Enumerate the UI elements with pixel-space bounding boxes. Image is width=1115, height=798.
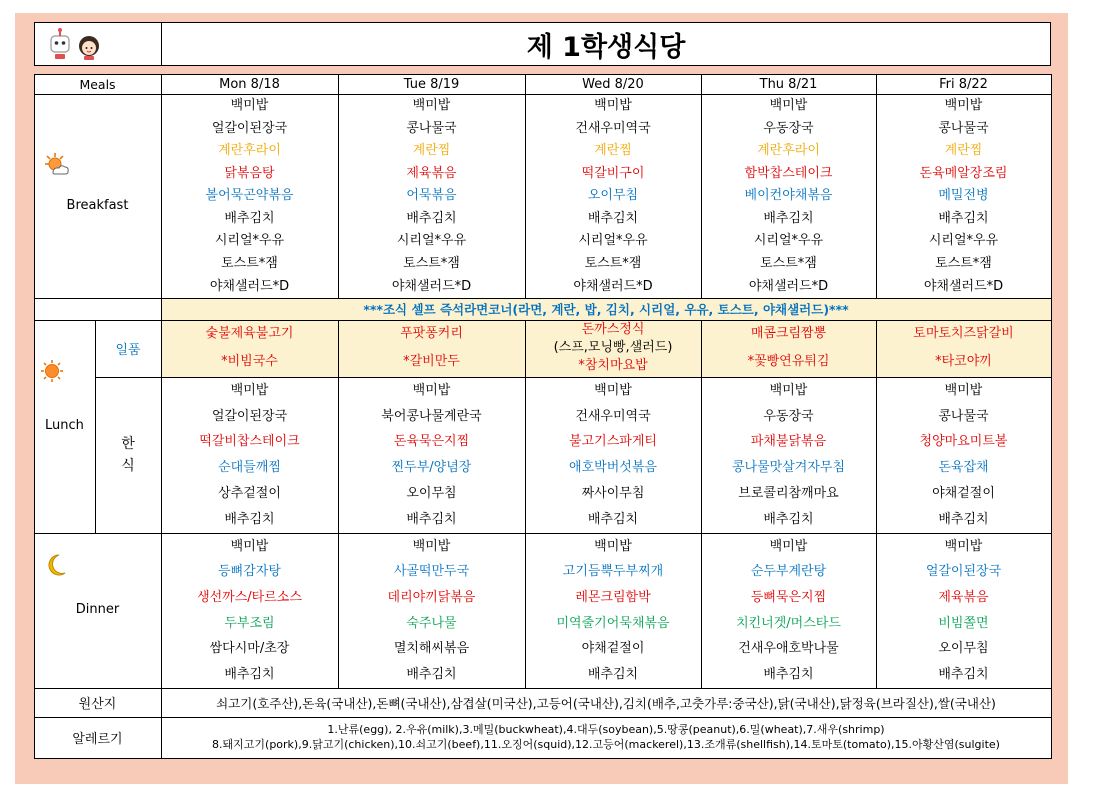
menu-item: 떡갈비구이 xyxy=(581,165,645,181)
menu-item: 토스트*잼 xyxy=(760,255,817,271)
menu-item: 콩나물국 xyxy=(406,120,457,136)
dinner-menu-column xyxy=(161,534,338,688)
menu-item: 계란찜 xyxy=(412,143,451,159)
menu-item: 얼갈이된장국 xyxy=(211,120,288,136)
menu-item: 배추김치 xyxy=(763,666,814,682)
grid-line xyxy=(525,320,526,689)
menu-item: 데리야끼닭볶음 xyxy=(387,589,476,605)
grid-line xyxy=(161,298,1052,299)
menu-item: 찐두부/양념장 xyxy=(391,460,472,476)
moon-icon xyxy=(45,553,67,581)
menu-item: 쌈다시마/초장 xyxy=(209,641,290,657)
grid-line xyxy=(338,320,339,689)
menu-item: 두부조림 xyxy=(224,615,275,631)
menu-item: 돈육묵은지찜 xyxy=(393,434,470,450)
menu-item: 백미밥 xyxy=(412,98,451,114)
grid-line xyxy=(34,74,1052,75)
menu-item: 배추김치 xyxy=(224,666,275,682)
ilpum-menu-column xyxy=(701,321,876,376)
origin-text xyxy=(161,688,1051,717)
ilpum-label-text: 일품 xyxy=(115,343,141,358)
menu-item: 야채샐러드*D xyxy=(391,278,472,294)
menu-item: 건새우애호박나물 xyxy=(738,641,839,657)
menu-item: 백미밥 xyxy=(944,98,983,114)
origin-label-text: 원산지 xyxy=(78,697,117,712)
menu-item: 건새우미역국 xyxy=(575,120,651,136)
menu-item: 오이무침 xyxy=(938,641,989,657)
page-title-text: 제 1학생식당 xyxy=(526,31,686,63)
menu-item: 배추김치 xyxy=(587,666,639,682)
ilpum-menu-column xyxy=(161,321,338,376)
allergy-label xyxy=(34,717,161,758)
menu-item: 닭볶음탕 xyxy=(224,165,275,181)
menu-item: 야채샐러드*D xyxy=(748,278,829,294)
menu-item: 우동장국 xyxy=(763,408,814,424)
day-header xyxy=(525,74,701,94)
menu-item: 백미밥 xyxy=(594,538,632,554)
hansik-label-text: 한 식 xyxy=(121,435,135,474)
menu-item: 배추김치 xyxy=(406,210,457,226)
menu-item: 백미밥 xyxy=(594,98,632,114)
breakfast-menu-column xyxy=(338,95,525,298)
menu-item: 제육볶음 xyxy=(406,165,457,181)
grid-line xyxy=(34,94,1052,95)
menu-item: 토스트*잼 xyxy=(403,255,460,271)
menu-item: 제육볶음 xyxy=(938,589,989,605)
origin-label xyxy=(34,688,161,717)
menu-item: 브로콜리참깨마요 xyxy=(738,486,839,502)
menu-item: 백미밥 xyxy=(412,538,451,554)
grid-line xyxy=(34,74,35,759)
menu-item: 배추김치 xyxy=(406,666,457,682)
day-header xyxy=(876,74,1051,94)
menu-item: 순두부계란탕 xyxy=(750,564,827,580)
menu-item: 애호박버섯볶음 xyxy=(569,460,657,476)
menu-item: 토스트*잼 xyxy=(935,255,992,271)
menu-item: 등뼈묵은지찜 xyxy=(750,589,827,605)
menu-item: 백미밥 xyxy=(594,382,632,398)
menu-item: 고기듬뿍두부찌개 xyxy=(562,564,664,580)
dinner-menu-column xyxy=(525,534,701,688)
menu-item: 배추김치 xyxy=(763,511,814,527)
menu-item: 사골떡만두국 xyxy=(393,564,470,580)
menu-item: 배추김치 xyxy=(224,511,275,527)
menu-item: 얼갈이된장국 xyxy=(211,408,288,424)
breakfast-menu-column xyxy=(701,95,876,298)
menu-item: 토스트*잼 xyxy=(584,255,642,271)
menu-item: 시리얼*우유 xyxy=(214,233,285,249)
dinner-menu-column xyxy=(338,534,525,688)
menu-item: 야채샐러드*D xyxy=(573,278,653,294)
robot-and-girl-logo xyxy=(47,27,111,61)
logo-cell xyxy=(34,22,162,66)
menu-item: *비빔국수 xyxy=(221,353,278,369)
menu-item: 치킨너겟/머스타드 xyxy=(736,615,841,631)
menu-item: 생선까스/타르소스 xyxy=(197,589,302,605)
menu-item: 미역줄기어묵채볶음 xyxy=(556,615,670,631)
menu-item: 시리얼*우유 xyxy=(578,233,648,249)
hansik-menu-column xyxy=(161,378,338,533)
day-header-text: Tue 8/19 xyxy=(403,76,460,92)
menu-item: 돈육메알장조림 xyxy=(919,165,1008,181)
menu-item: 백미밥 xyxy=(944,382,983,398)
breakfast-menu-column xyxy=(876,95,1051,298)
ilpum-menu-column xyxy=(338,321,525,376)
day-header xyxy=(701,74,876,94)
menu-item: 백미밥 xyxy=(769,382,808,398)
hansik-menu-column xyxy=(876,378,1051,533)
menu-item: 야채샐러드*D xyxy=(923,278,1004,294)
dinner-label xyxy=(34,594,161,624)
meals-header-text: Meals xyxy=(79,76,116,92)
hansik-menu-column xyxy=(525,378,701,533)
menu-item: *타코야끼 xyxy=(935,353,992,369)
dinner-menu-column xyxy=(876,534,1051,688)
menu-item: 멸치해씨볶음 xyxy=(393,641,470,657)
menu-item: 백미밥 xyxy=(230,382,269,398)
dinner-menu-column xyxy=(701,534,876,688)
menu-item: 백미밥 xyxy=(769,98,808,114)
menu-item: 건새우미역국 xyxy=(575,408,651,424)
menu-item: 배추김치 xyxy=(938,210,989,226)
breakfast-menu-column xyxy=(525,95,701,298)
breakfast-note-text: ***조식 셀프 즉석라면코너(라면, 계란, 밥, 김치, 시리얼, 우유, 토스트, 야채샐러드)*** xyxy=(363,302,849,317)
breakfast-note xyxy=(161,298,1051,320)
grid-line xyxy=(876,320,877,689)
breakfast-label-text: Breakfast xyxy=(66,197,129,213)
menu-item: (스프,모닝빵,샐러드) xyxy=(553,340,673,356)
menu-item: 배추김치 xyxy=(587,210,639,226)
dinner-label-text: Dinner xyxy=(75,601,120,617)
menu-item: 베이컨야채볶음 xyxy=(744,188,833,204)
lunch-label-text: Lunch xyxy=(45,417,84,433)
menu-item: 계란후라이 xyxy=(757,143,820,159)
grid-line xyxy=(701,320,702,689)
menu-item: 야채겉절이 xyxy=(581,641,645,657)
allergy-label-text: 알레르기 xyxy=(72,732,123,747)
menu-item: 백미밥 xyxy=(769,538,808,554)
menu-item: 배추김치 xyxy=(938,511,989,527)
menu-item: 배추김치 xyxy=(406,511,457,527)
breakfast-menu-column xyxy=(161,95,338,298)
menu-item: *참치마요밥 xyxy=(578,358,648,374)
menu-item: 배추김치 xyxy=(224,210,275,226)
menu-item: 백미밥 xyxy=(230,98,269,114)
menu-item: 함박찹스테이크 xyxy=(744,165,833,181)
menu-item: 계란찜 xyxy=(944,143,983,159)
grid-line xyxy=(34,688,1052,689)
menu-item: 불고기스파게티 xyxy=(569,434,657,450)
grid-line xyxy=(876,74,877,299)
hansik-label xyxy=(95,377,161,533)
menu-item: 얼갈이된장국 xyxy=(925,564,1002,580)
origin-text-text: 쇠고기(호주산),돈육(국내산),돈뼈(국내산),삼겹살(미국산),고등어(국내산),김치(배추,고춧가루:중국산),닭(국내산),닭정육(브라질산),쌀(국내산) xyxy=(216,695,996,711)
menu-item: 오이무침 xyxy=(587,188,639,204)
lunch-label xyxy=(34,410,95,440)
menu-item: 비빔쫄면 xyxy=(938,615,989,631)
grid-line xyxy=(701,74,702,299)
grid-line xyxy=(338,74,339,299)
menu-item: 백미밥 xyxy=(230,538,269,554)
hansik-menu-column xyxy=(338,378,525,533)
sun-cloud-icon xyxy=(44,152,70,182)
grid-line xyxy=(1051,74,1052,759)
grid-line xyxy=(525,74,526,299)
sun-icon xyxy=(40,359,64,387)
grid-line xyxy=(34,717,1052,718)
menu-item: 시리얼*우유 xyxy=(396,233,467,249)
menu-item: 배추김치 xyxy=(763,210,814,226)
menu-item: 어묵볶음 xyxy=(406,188,457,204)
menu-item: 우동장국 xyxy=(763,120,814,136)
grid-line xyxy=(34,533,1052,534)
menu-item: 등뼈감자탕 xyxy=(218,564,281,580)
menu-item: 시리얼*우유 xyxy=(928,233,999,249)
day-header-text: Wed 8/20 xyxy=(582,76,644,92)
menu-item: 푸팟퐁커리 xyxy=(400,326,463,342)
menu-item: 메밀전병 xyxy=(938,188,989,204)
day-header xyxy=(338,74,525,94)
menu-item: 시리얼*우유 xyxy=(753,233,824,249)
menu-item: 파채불닭볶음 xyxy=(750,434,827,450)
menu-item: 매콤크림짬뽕 xyxy=(750,326,827,342)
page-title xyxy=(161,22,1051,66)
ilpum-menu-column xyxy=(525,321,701,376)
allergy-line: 1.난류(egg), 2.우유(milk),3.메밀(buckwheat),4.대두(soybean),5.땅콩(peanut),6.밀(wheat),7.새우(shrimp) xyxy=(327,722,885,736)
menu-item: 콩나물맛살겨자무침 xyxy=(731,460,846,476)
grid-line xyxy=(95,377,1052,378)
menu-item: 레몬크림함박 xyxy=(575,589,651,605)
day-header-text: Fri 8/22 xyxy=(939,76,988,92)
menu-item: 백미밥 xyxy=(412,382,451,398)
menu-item: 콩나물국 xyxy=(938,120,989,136)
grid-line xyxy=(34,320,1052,321)
menu-item: 숯불제육불고기 xyxy=(205,326,294,342)
grid-line xyxy=(161,74,162,759)
day-header-text: Mon 8/18 xyxy=(219,76,280,92)
menu-item: 계란후라이 xyxy=(218,143,281,159)
menu-item: 야채겉절이 xyxy=(932,486,995,502)
menu-item: 돈까스정식 xyxy=(581,321,645,337)
day-header xyxy=(161,74,338,94)
menu-item: 북어콩나물계란국 xyxy=(381,408,482,424)
menu-item: 순대들깨찜 xyxy=(218,460,281,476)
menu-item: 야채샐러드*D xyxy=(209,278,290,294)
breakfast-label xyxy=(34,190,161,220)
allergy-line: 8.돼지고기(pork),9.닭고기(chicken),10.쇠고기(beef),11.오징어(squid),12.고등어(mackerel),13.조개류(shellfish),14.토마토(tomato),15.아황산염(sulgite) xyxy=(212,737,1000,751)
allergy-text xyxy=(161,717,1051,758)
grid-line xyxy=(95,320,96,534)
menu-item: 떡갈비찹스테이크 xyxy=(199,434,300,450)
menu-item: 상추겉절이 xyxy=(218,486,281,502)
menu-item: 오이무침 xyxy=(406,486,457,502)
hansik-menu-column xyxy=(701,378,876,533)
menu-item: *갈비만두 xyxy=(403,353,460,369)
grid-line xyxy=(34,758,1052,759)
menu-item: 짜사이무침 xyxy=(581,486,645,502)
ilpum-label xyxy=(95,320,161,377)
menu-item: 계란찜 xyxy=(594,143,632,159)
menu-item: 배추김치 xyxy=(587,511,639,527)
menu-item: 백미밥 xyxy=(944,538,983,554)
menu-item: 콩나물국 xyxy=(938,408,989,424)
menu-item: 배추김치 xyxy=(938,666,989,682)
ilpum-menu-column xyxy=(876,321,1051,376)
menu-item: 토마토치즈닭갈비 xyxy=(913,326,1014,342)
menu-item: 청양마요미트볼 xyxy=(919,434,1008,450)
menu-item: 토스트*잼 xyxy=(221,255,278,271)
menu-item: *꽃빵연유튀김 xyxy=(747,353,830,369)
menu-item: 돈육잡채 xyxy=(938,460,989,476)
meals-header xyxy=(34,74,161,94)
day-header-text: Thu 8/21 xyxy=(759,76,818,92)
menu-item: 볼어묵곤약볶음 xyxy=(205,188,294,204)
menu-item: 숙주나물 xyxy=(406,615,457,631)
